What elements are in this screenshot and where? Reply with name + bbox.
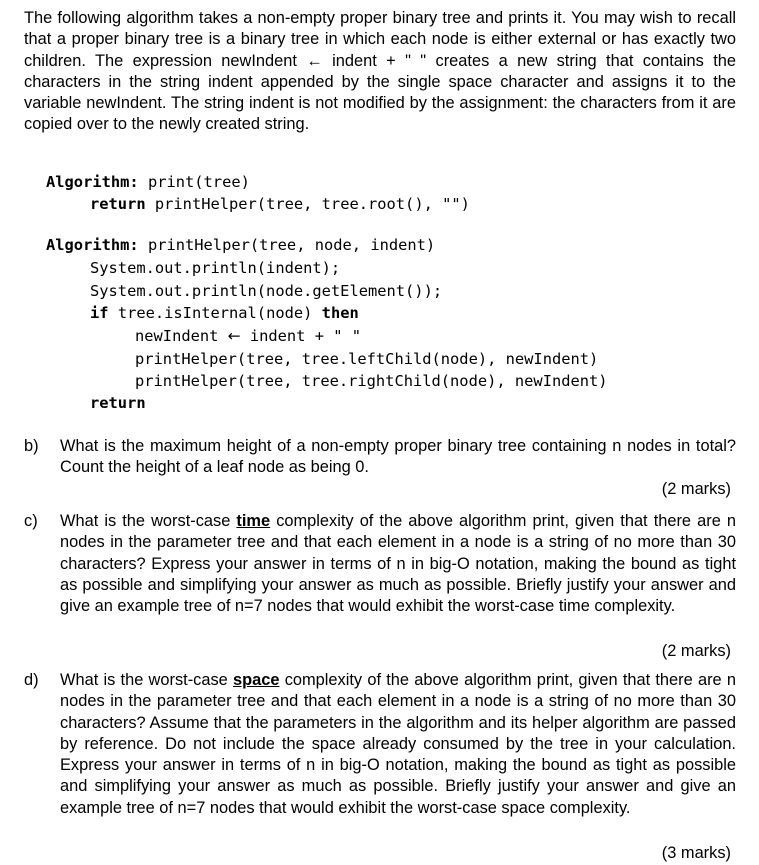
intro-text-2: indent + " " creates a new string that contains the characters in the string indent appended by the single space character and assigns it to the variable newIndent. The string indent is not modified by the assignment: the characters from it are copied over to the newly created string.: [24, 51, 736, 134]
question-c-text: What is the worst-case time complexity of the above algorithm print, given that there are n nodes in the parameter tree and that each element in a node is a string of no more than 30 characters? Express your answer in terms of n in big-O notation, making the bound as tight as possible and simplifying your answer as much as possible. Briefly justify your answer and give an example tree of n=7 nodes that would exhibit the worst-case time complexity.: [60, 512, 736, 616]
question-c-emphasis: time: [236, 512, 271, 530]
question-d-marks: (3 marks): [661, 844, 731, 862]
question-c-marks: (2 marks): [661, 642, 731, 660]
question-d-emphasis: space: [233, 671, 280, 689]
code-line-println-indent: System.out.println(indent);: [90, 259, 341, 277]
print-return-line: return printHelper(tree, tree.root(), ""): [90, 195, 470, 213]
code-line-call-left: printHelper(tree, tree.leftChild(node), newIndent): [135, 350, 599, 368]
code-line-if: if tree.isInternal(node) then: [90, 304, 359, 322]
question-b-text: What is the maximum height of a non-empty proper binary tree containing n nodes in total? Count the height of a leaf node as being 0.: [60, 437, 736, 477]
code-line-println-element: System.out.println(node.getElement());: [90, 282, 443, 300]
code-line-call-right: printHelper(tree, tree.rightChild(node), newIndent): [135, 372, 608, 390]
question-b-label: b): [24, 437, 39, 455]
algorithm-print-header: Algorithm: print(tree): [46, 173, 250, 191]
left-arrow-symbol: ←: [306, 51, 323, 70]
question-d-label: d): [24, 671, 39, 689]
question-d: [24, 670, 736, 819]
algorithm-printhelper-header: Algorithm: printHelper(tree, node, indent): [46, 236, 436, 254]
intro-paragraph: [24, 8, 736, 136]
code-line-assign-newindent: newIndent ← indent + " ": [135, 327, 362, 345]
question-b: [24, 436, 736, 479]
question-b-marks: (2 marks): [661, 480, 731, 498]
intro-text-1: The following algorithm takes a non-empty proper binary tree and prints it. You may wish to recall that a proper binary tree is a binary tree in which each node is either external or has exactly two children. The expression newIndent: [24, 9, 736, 70]
question-c-label: c): [24, 512, 38, 530]
question-c: [24, 511, 736, 617]
question-d-text: What is the worst-case space complexity of the above algorithm print, given that there are n nodes in the parameter tree and that each element in a node is a string of no more than 30 characters? Assume that the parameters in the algorithm and its helper algorithm are passed by reference. Do not include the space already consumed by the tree in your calculation. Express your answer in terms of n in big-O notation, making the bound as tight as possible and simplifying your answer as much as possible. Briefly justify your answer and give an example tree of n=7 nodes that would exhibit the worst-case space complexity.: [60, 671, 736, 817]
code-line-return: return: [90, 394, 146, 412]
